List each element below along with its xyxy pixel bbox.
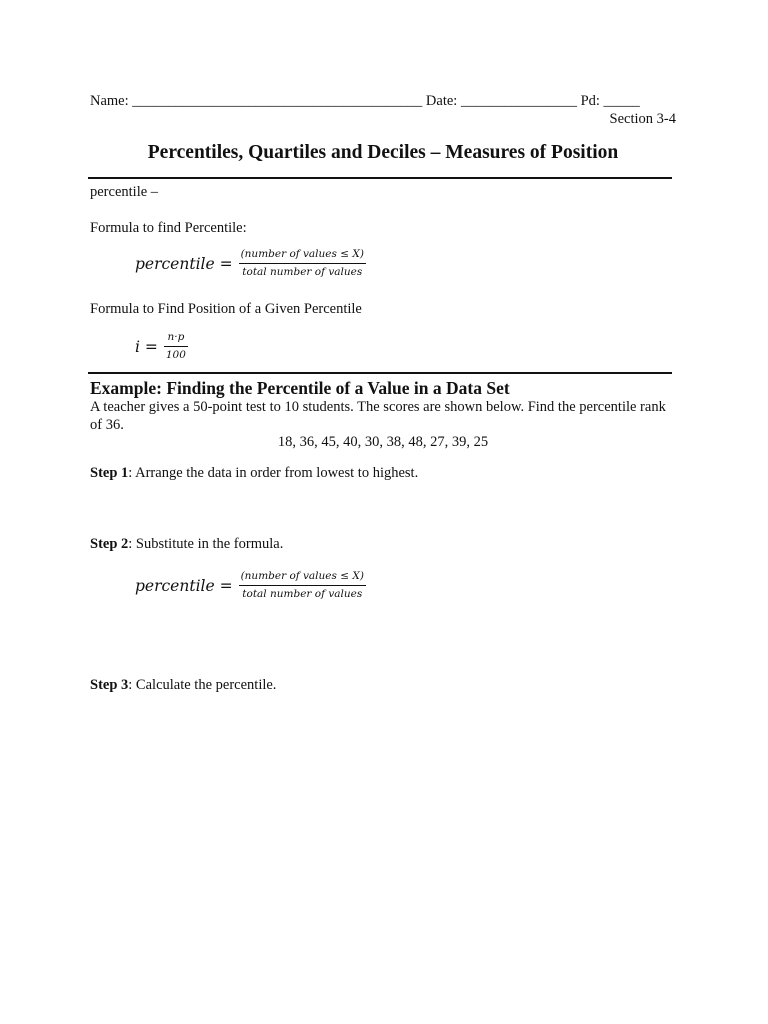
- page-title: Percentiles, Quartiles and Deciles – Measures of Position: [147, 142, 619, 163]
- percentile-formula-label: Formula to find Percentile:: [90, 220, 247, 236]
- step-1-label: Step 1: [90, 465, 129, 481]
- date-blank: ________________: [460, 93, 577, 109]
- formula-fraction: [239, 248, 366, 279]
- step-3-label: Step 3: [90, 677, 129, 693]
- example-problem: A teacher gives a 50-point test to 10 students. The scores are shown below. Find the percentile rank of 36.: [90, 399, 666, 433]
- formula-denominator: 100: [165, 349, 186, 361]
- definition-term: percentile –: [90, 184, 159, 200]
- formula-fraction: [239, 570, 366, 601]
- step-2: [90, 535, 283, 553]
- example-heading: Example: Finding the Percentile of a Value in a Data Set: [90, 378, 510, 398]
- formula-lhs: percentile =: [135, 576, 233, 595]
- position-formula-label: Formula to Find Position of a Given Percentile: [90, 301, 362, 317]
- formula-denominator: total number of values: [242, 266, 363, 278]
- title-divider: [88, 177, 672, 179]
- formula-fraction: [164, 331, 188, 362]
- step-2-text: : Substitute in the formula.: [128, 536, 284, 552]
- name-blank: ________________________________________: [132, 93, 423, 109]
- formula-lhs: i =: [135, 337, 158, 356]
- position-formula: [135, 331, 188, 362]
- formula-denominator: total number of values: [242, 588, 363, 600]
- student-info-line: [90, 92, 676, 110]
- section-number: Section 3-4: [609, 111, 676, 127]
- percentile-formula: [135, 248, 366, 279]
- step-1: [90, 464, 418, 482]
- formula-numerator: n·p: [167, 331, 185, 343]
- formula-numerator: (number of values ≤ X): [240, 570, 364, 582]
- period-label: Pd:: [580, 93, 600, 109]
- step-2-label: Step 2: [90, 536, 129, 552]
- period-blank: _____: [603, 93, 640, 109]
- example-divider: [88, 372, 672, 374]
- step-3: [90, 676, 276, 694]
- step-3-text: : Calculate the percentile.: [128, 677, 277, 693]
- data-set: 18, 36, 45, 40, 30, 38, 48, 27, 39, 25: [277, 434, 489, 450]
- name-label: Name:: [90, 93, 129, 109]
- step-1-text: : Arrange the data in order from lowest to highest.: [128, 465, 419, 481]
- formula-lhs: percentile =: [135, 254, 233, 273]
- date-label: Date:: [425, 93, 458, 109]
- step-2-formula: [135, 570, 366, 601]
- formula-numerator: (number of values ≤ X): [240, 248, 364, 260]
